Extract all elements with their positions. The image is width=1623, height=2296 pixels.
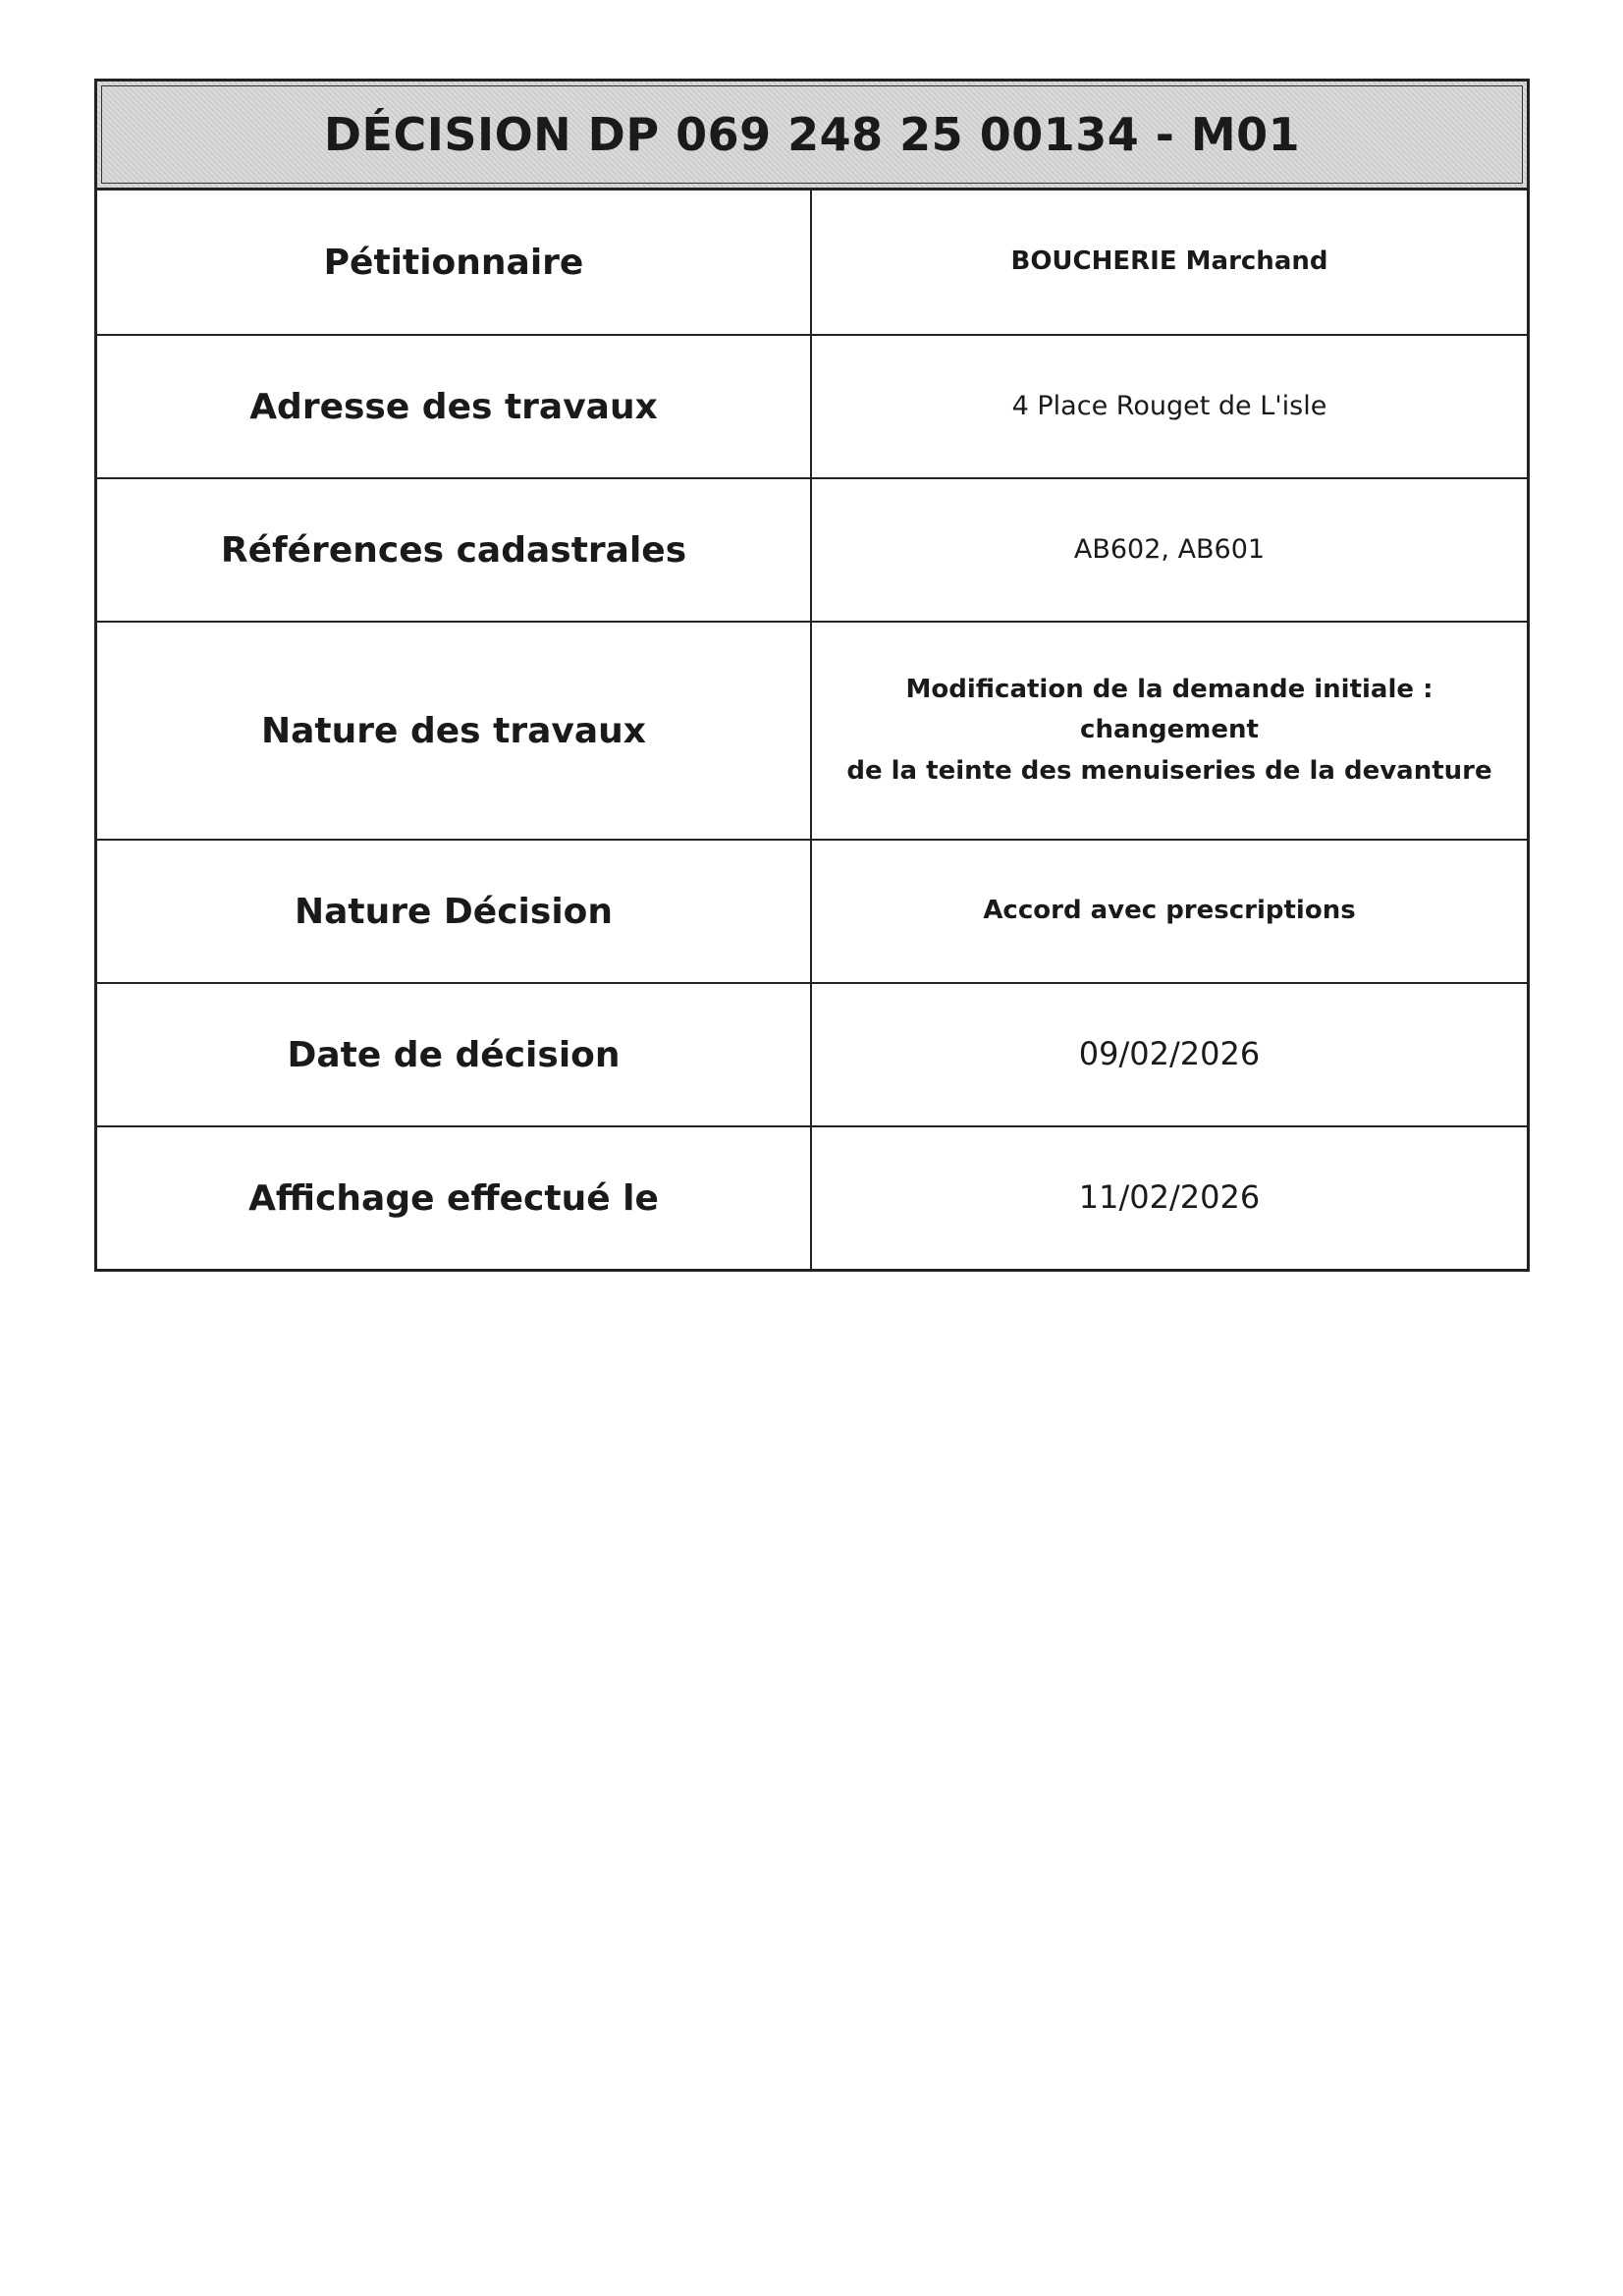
table-row (97, 839, 1527, 982)
value-references-cadastrales: AB602, AB601 (1073, 534, 1266, 566)
value-petitionnaire: BOUCHERIE Marchand (1010, 246, 1328, 277)
label-petitionnaire: Pétitionnaire (97, 191, 812, 334)
table-row (97, 1125, 1527, 1269)
value-date-decision: 09/02/2026 (1078, 1035, 1261, 1073)
label-references-cadastrales: Références cadastrales (97, 479, 812, 621)
value-nature-travaux-line2: de la teinte des menuiseries de la devanture (846, 755, 1492, 786)
document-title: DÉCISION DP 069 248 25 00134 - M01 (323, 108, 1301, 161)
table-row (97, 334, 1527, 477)
table-row (97, 621, 1527, 839)
table-row (97, 982, 1527, 1125)
value-nature-travaux-line1: Modification de la demande initiale : changement (905, 674, 1434, 745)
value-nature-decision: Accord avec prescriptions (983, 896, 1356, 926)
label-date-decision: Date de décision (97, 984, 812, 1125)
table-body (94, 191, 1530, 1272)
table-row (97, 477, 1527, 621)
label-nature-travaux: Nature des travaux (97, 623, 812, 839)
decision-table (94, 79, 1530, 1272)
label-adresse-travaux: Adresse des travaux (97, 336, 812, 477)
value-adresse-travaux: 4 Place Rouget de L'isle (1011, 391, 1327, 422)
label-affichage-effectue: Affichage effectué le (97, 1127, 812, 1269)
table-row (97, 191, 1527, 334)
value-affichage-effectue: 11/02/2026 (1078, 1178, 1261, 1217)
label-nature-decision: Nature Décision (97, 841, 812, 982)
title-banner (94, 79, 1530, 191)
value-nature-travaux (812, 623, 1527, 839)
